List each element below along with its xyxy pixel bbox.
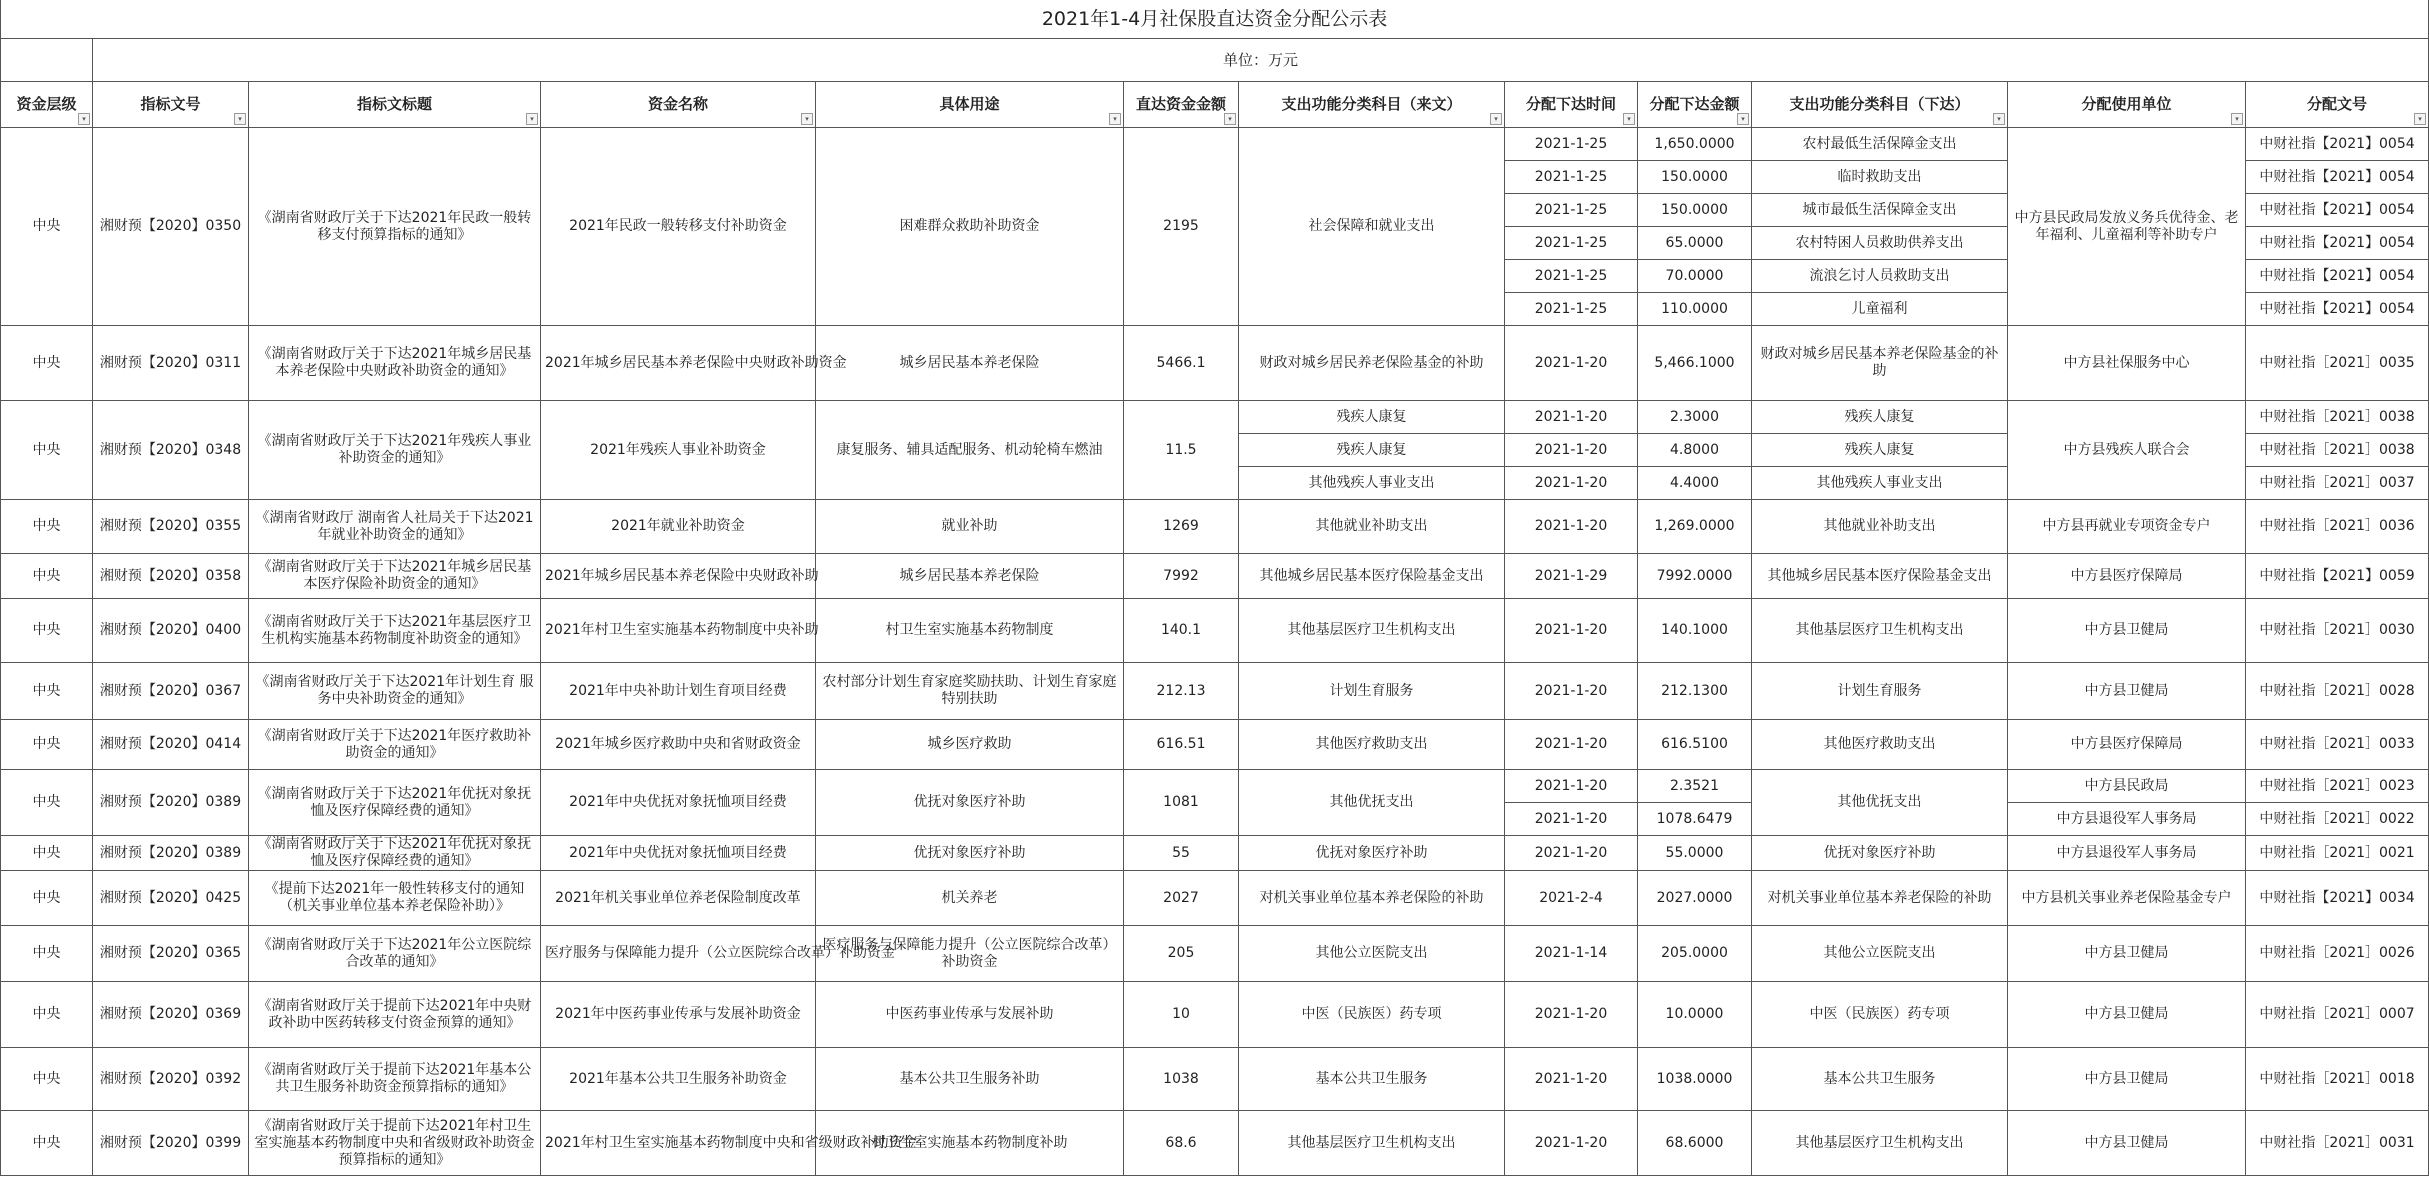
alloc-amount-cell: 616.5100 [1638,720,1752,770]
purpose-cell: 康复服务、辅具适配服务、机动轮椅车燃油 [816,401,1124,500]
func-category-out-cell: 其他就业补助支出 [1752,500,2008,554]
alloc-date-cell: 2021-1-20 [1505,663,1638,720]
purpose-cell: 农村部分计划生育家庭奖励扶助、计划生育家庭特别扶助 [816,663,1124,720]
fund-level-cell: 中央 [1,128,93,326]
alloc-date-cell: 2021-1-20 [1505,836,1638,871]
table-row [1,554,2429,599]
doc-no-cell: 湘财预【2020】0369 [93,982,249,1048]
using-unit-cell: 中方县医疗保障局 [2008,554,2246,599]
alloc-amount-cell: 2.3521 [1638,770,1752,803]
fund-level-cell: 中央 [1,599,93,663]
alloc-file-no-cell: 中财社指［2021］0030 [2246,599,2429,663]
alloc-date-cell: 2021-1-20 [1505,326,1638,401]
header-doc-title[interactable] [249,82,541,128]
direct-amount-cell: 11.5 [1124,401,1239,500]
doc-title-cell: 《湖南省财政厅关于下达2021年计划生育 服务中央补助资金的通知》 [249,663,541,720]
fund-level-cell: 中央 [1,982,93,1048]
func-category-in-cell: 其他医疗救助支出 [1239,720,1505,770]
alloc-date-cell: 2021-1-20 [1505,1111,1638,1176]
fund-level-cell: 中央 [1,1048,93,1111]
direct-amount-cell: 616.51 [1124,720,1239,770]
fund-level-cell: 中央 [1,1111,93,1176]
header-direct-amount[interactable] [1124,82,1239,128]
doc-title-cell: 《湖南省财政厅关于提前下达2021年中央财政补助中医药转移支付资金预算的通知》 [249,982,541,1048]
using-unit-cell: 中方县卫健局 [2008,1111,2246,1176]
alloc-file-no-cell: 中财社指【2021】0054 [2246,227,2429,260]
alloc-amount-cell: 205.0000 [1638,926,1752,982]
fund-level-cell: 中央 [1,401,93,500]
fund-level-cell: 中央 [1,926,93,982]
doc-no-cell: 湘财预【2020】0425 [93,871,249,926]
doc-no-cell: 湘财预【2020】0399 [93,1111,249,1176]
direct-amount-cell: 55 [1124,836,1239,871]
alloc-date-cell: 2021-1-20 [1505,599,1638,663]
table-row [1,1111,2429,1176]
using-unit-cell: 中方县退役军人事务局 [2008,803,2246,836]
alloc-date-cell: 2021-1-25 [1505,260,1638,293]
func-category-in-cell: 计划生育服务 [1239,663,1505,720]
alloc-file-no-cell: 中财社指［2021］0038 [2246,434,2429,467]
alloc-date-cell: 2021-1-20 [1505,720,1638,770]
doc-title-cell: 《湖南省财政厅关于提前下达2021年基本公共卫生服务补助资金预算指标的通知》 [249,1048,541,1111]
func-category-out-cell: 城市最低生活保障金支出 [1752,194,2008,227]
header-fund-level[interactable] [1,82,93,128]
using-unit-cell: 中方县卫健局 [2008,926,2246,982]
filter-dropdown-icon[interactable]: ▾ [1490,113,1502,125]
filter-dropdown-icon[interactable]: ▾ [1109,113,1121,125]
header-purpose[interactable] [816,82,1124,128]
alloc-file-no-cell: 中财社指［2021］0031 [2246,1111,2429,1176]
table-row [1,663,2429,720]
purpose-cell: 优抚对象医疗补助 [816,770,1124,836]
header-label: 资金层级 [16,95,77,113]
header-label: 指标文号 [140,95,201,113]
func-category-in-cell: 其他残疾人事业支出 [1239,467,1505,500]
alloc-date-cell: 2021-1-25 [1505,227,1638,260]
filter-dropdown-icon[interactable]: ▾ [2414,113,2426,125]
func-category-out-cell: 农村特困人员救助供养支出 [1752,227,2008,260]
alloc-amount-cell: 68.6000 [1638,1111,1752,1176]
alloc-amount-cell: 110.0000 [1638,293,1752,326]
purpose-cell: 基本公共卫生服务补助 [816,1048,1124,1111]
alloc-amount-cell: 5,466.1000 [1638,326,1752,401]
func-category-out-cell: 残疾人康复 [1752,434,2008,467]
fund-name-cell: 2021年城乡居民基本养老保险中央财政补助资金 [541,326,816,401]
fund-level-cell: 中央 [1,554,93,599]
doc-title-cell: 《湖南省财政厅关于下达2021年残疾人事业补助资金的通知》 [249,401,541,500]
using-unit-cell: 中方县卫健局 [2008,599,2246,663]
doc-title-cell: 《湖南省财政厅 湖南省人社局关于下达2021年就业补助资金的通知》 [249,500,541,554]
doc-no-cell: 湘财预【2020】0389 [93,770,249,836]
table-row [1,599,2429,663]
alloc-amount-cell: 70.0000 [1638,260,1752,293]
alloc-amount-cell: 1,650.0000 [1638,128,1752,161]
direct-amount-cell: 212.13 [1124,663,1239,720]
alloc-amount-cell: 7992.0000 [1638,554,1752,599]
using-unit-cell: 中方县退役军人事务局 [2008,836,2246,871]
using-unit-cell: 中方县社保服务中心 [2008,326,2246,401]
alloc-amount-cell: 55.0000 [1638,836,1752,871]
alloc-date-cell: 2021-1-20 [1505,467,1638,500]
alloc-file-no-cell: 中财社指［2021］0028 [2246,663,2429,720]
filter-dropdown-icon[interactable]: ▾ [2231,113,2243,125]
alloc-file-no-cell: 中财社指［2021］0035 [2246,326,2429,401]
alloc-amount-cell: 1038.0000 [1638,1048,1752,1111]
fund-level-cell: 中央 [1,871,93,926]
direct-amount-cell: 2195 [1124,128,1239,326]
fund-name-cell: 2021年机关事业单位养老保险制度改革 [541,871,816,926]
doc-title-cell: 《湖南省财政厅关于下达2021年民政一般转移支付预算指标的通知》 [249,128,541,326]
purpose-cell: 就业补助 [816,500,1124,554]
header-alloc-date[interactable] [1505,82,1638,128]
fund-level-cell: 中央 [1,500,93,554]
func-category-out-cell: 其他公立医院支出 [1752,926,2008,982]
corner-cell [1,39,93,82]
direct-amount-cell: 7992 [1124,554,1239,599]
purpose-cell: 城乡医疗救助 [816,720,1124,770]
header-func-category-out[interactable] [1752,82,2008,128]
fund-name-cell: 2021年村卫生室实施基本药物制度中央和省级财政补助资金 [541,1111,816,1176]
direct-amount-cell: 1038 [1124,1048,1239,1111]
fund-name-cell: 2021年就业补助资金 [541,500,816,554]
using-unit-cell: 中方县残疾人联合会 [2008,401,2246,500]
func-category-out-cell: 农村最低生活保障金支出 [1752,128,2008,161]
func-category-out-cell: 临时救助支出 [1752,161,2008,194]
unit-label: 单位：万元 [93,39,2429,82]
filter-dropdown-icon[interactable]: ▾ [78,113,90,125]
alloc-file-no-cell: 中财社指【2021】0054 [2246,161,2429,194]
func-category-out-cell: 计划生育服务 [1752,663,2008,720]
fund-name-cell: 2021年城乡医疗救助中央和省财政资金 [541,720,816,770]
alloc-date-cell: 2021-1-20 [1505,434,1638,467]
fund-name-cell: 医疗服务与保障能力提升（公立医院综合改革）补助资金 [541,926,816,982]
using-unit-cell: 中方县民政局 [2008,770,2246,803]
table-row [1,720,2429,770]
table-row [1,770,2429,803]
func-category-in-cell: 其他基层医疗卫生机构支出 [1239,1111,1505,1176]
func-category-out-cell: 其他残疾人事业支出 [1752,467,2008,500]
alloc-amount-cell: 65.0000 [1638,227,1752,260]
alloc-file-no-cell: 中财社指【2021】0034 [2246,871,2429,926]
header-label: 支出功能分类科目（来文） [1281,95,1462,113]
doc-title-cell: 《湖南省财政厅关于下达2021年基层医疗卫生机构实施基本药物制度补助资金的通知》 [249,599,541,663]
fund-name-cell: 2021年残疾人事业补助资金 [541,401,816,500]
direct-amount-cell: 205 [1124,926,1239,982]
fund-name-cell: 2021年中央补助计划生育项目经费 [541,663,816,720]
using-unit-cell: 中方县卫健局 [2008,1048,2246,1111]
alloc-date-cell: 2021-1-25 [1505,161,1638,194]
doc-no-cell: 湘财预【2020】0348 [93,401,249,500]
doc-title-cell: 《湖南省财政厅关于下达2021年优抚对象抚恤及医疗保障经费的通知》 [249,770,541,836]
fund-level-cell: 中央 [1,770,93,836]
alloc-date-cell: 2021-1-20 [1505,401,1638,434]
func-category-in-cell: 财政对城乡居民养老保险基金的补助 [1239,326,1505,401]
table-row [1,836,2429,871]
purpose-cell: 城乡居民基本养老保险 [816,326,1124,401]
using-unit-cell: 中方县卫健局 [2008,663,2246,720]
table-row [1,982,2429,1048]
func-category-in-cell: 残疾人康复 [1239,434,1505,467]
alloc-file-no-cell: 中财社指【2021】0054 [2246,128,2429,161]
alloc-amount-cell: 140.1000 [1638,599,1752,663]
fund-name-cell: 2021年村卫生室实施基本药物制度中央补助 [541,599,816,663]
func-category-in-cell: 残疾人康复 [1239,401,1505,434]
fund-level-cell: 中央 [1,326,93,401]
purpose-cell: 中医药事业传承与发展补助 [816,982,1124,1048]
direct-amount-cell: 1081 [1124,770,1239,836]
alloc-date-cell: 2021-1-25 [1505,128,1638,161]
func-category-in-cell: 中医（民族医）药专项 [1239,982,1505,1048]
header-label: 资金名称 [647,95,708,113]
alloc-file-no-cell: 中财社指［2021］0037 [2246,467,2429,500]
purpose-cell: 村卫生室实施基本药物制度补助 [816,1111,1124,1176]
purpose-cell: 村卫生室实施基本药物制度 [816,599,1124,663]
func-category-in-cell: 对机关事业单位基本养老保险的补助 [1239,871,1505,926]
alloc-date-cell: 2021-1-14 [1505,926,1638,982]
table-row [1,871,2429,926]
direct-amount-cell: 5466.1 [1124,326,1239,401]
direct-amount-cell: 140.1 [1124,599,1239,663]
alloc-amount-cell: 212.1300 [1638,663,1752,720]
doc-title-cell: 《湖南省财政厅关于下达2021年城乡居民基本医疗保险补助资金的通知》 [249,554,541,599]
func-category-out-cell: 其他优抚支出 [1752,770,2008,836]
header-label: 直达资金金额 [1135,95,1226,113]
table-row [1,926,2429,982]
fund-level-cell: 中央 [1,720,93,770]
func-category-in-cell: 优抚对象医疗补助 [1239,836,1505,871]
doc-title-cell: 《湖南省财政厅关于下达2021年公立医院综合改革的通知》 [249,926,541,982]
func-category-in-cell: 基本公共卫生服务 [1239,1048,1505,1111]
header-alloc-file-no[interactable] [2246,82,2429,128]
doc-no-cell: 湘财预【2020】0350 [93,128,249,326]
alloc-amount-cell: 2.3000 [1638,401,1752,434]
alloc-date-cell: 2021-1-20 [1505,1048,1638,1111]
doc-title-cell: 《提前下达2021年一般性转移支付的通知（机关事业单位基本养老保险补助）》 [249,871,541,926]
filter-dropdown-icon[interactable]: ▾ [1993,113,2005,125]
direct-amount-cell: 10 [1124,982,1239,1048]
alloc-date-cell: 2021-1-20 [1505,982,1638,1048]
alloc-amount-cell: 2027.0000 [1638,871,1752,926]
func-category-in-cell: 其他基层医疗卫生机构支出 [1239,599,1505,663]
fund-name-cell: 2021年中央优抚对象抚恤项目经费 [541,836,816,871]
header-alloc-amount[interactable] [1638,82,1752,128]
fund-level-cell: 中央 [1,663,93,720]
func-category-out-cell: 其他医疗救助支出 [1752,720,2008,770]
doc-no-cell: 湘财预【2020】0414 [93,720,249,770]
header-label: 指标文标题 [356,95,432,113]
alloc-date-cell: 2021-1-25 [1505,293,1638,326]
doc-no-cell: 湘财预【2020】0367 [93,663,249,720]
using-unit-cell: 中方县再就业专项资金专户 [2008,500,2246,554]
alloc-file-no-cell: 中财社指【2021】0054 [2246,194,2429,227]
purpose-cell: 机关养老 [816,871,1124,926]
alloc-file-no-cell: 中财社指［2021］0038 [2246,401,2429,434]
filter-dropdown-icon[interactable]: ▾ [234,113,246,125]
alloc-amount-cell: 10.0000 [1638,982,1752,1048]
func-category-out-cell: 财政对城乡居民基本养老保险基金的补助 [1752,326,2008,401]
alloc-file-no-cell: 中财社指［2021］0026 [2246,926,2429,982]
header-label: 支出功能分类科目（下达） [1789,95,1970,113]
alloc-date-cell: 2021-1-25 [1505,194,1638,227]
header-label: 具体用途 [939,95,1000,113]
filter-dropdown-icon[interactable]: ▾ [526,113,538,125]
header-row [1,82,2429,128]
table-row [1,500,2429,554]
alloc-file-no-cell: 中财社指［2021］0007 [2246,982,2429,1048]
func-category-out-cell: 优抚对象医疗补助 [1752,836,2008,871]
filter-dropdown-icon[interactable]: ▾ [1737,113,1749,125]
using-unit-cell: 中方县机关事业养老保险基金专户 [2008,871,2246,926]
header-func-category-in[interactable] [1239,82,1505,128]
alloc-amount-cell: 1078.6479 [1638,803,1752,836]
header-using-unit[interactable] [2008,82,2246,128]
filter-dropdown-icon[interactable]: ▾ [801,113,813,125]
alloc-date-cell: 2021-2-4 [1505,871,1638,926]
purpose-cell: 优抚对象医疗补助 [816,836,1124,871]
doc-title-cell: 《湖南省财政厅关于下达2021年优抚对象抚恤及医疗保障经费的通知》 [249,836,541,871]
header-label: 分配使用单位 [2081,95,2172,113]
doc-title-cell: 《湖南省财政厅关于下达2021年城乡居民基本养老保险中央财政补助资金的通知》 [249,326,541,401]
func-category-out-cell: 其他基层医疗卫生机构支出 [1752,1111,2008,1176]
using-unit-cell: 中方县民政局发放义务兵优待金、老年福利、儿童福利等补助专户 [2008,128,2246,326]
func-category-out-cell: 其他城乡居民基本医疗保险基金支出 [1752,554,2008,599]
alloc-file-no-cell: 中财社指［2021］0033 [2246,720,2429,770]
func-category-out-cell: 儿童福利 [1752,293,2008,326]
header-label: 分配下达金额 [1649,95,1740,113]
alloc-file-no-cell: 中财社指［2021］0018 [2246,1048,2429,1111]
alloc-date-cell: 2021-1-20 [1505,500,1638,554]
doc-no-cell: 湘财预【2020】0392 [93,1048,249,1111]
fund-name-cell: 2021年基本公共卫生服务补助资金 [541,1048,816,1111]
alloc-date-cell: 2021-1-20 [1505,803,1638,836]
func-category-in-cell: 其他公立医院支出 [1239,926,1505,982]
header-fund-name[interactable] [541,82,816,128]
func-category-out-cell: 中医（民族医）药专项 [1752,982,2008,1048]
alloc-amount-cell: 150.0000 [1638,194,1752,227]
direct-amount-cell: 1269 [1124,500,1239,554]
alloc-file-no-cell: 中财社指【2021】0054 [2246,260,2429,293]
table-row [1,326,2429,401]
doc-title-cell: 《湖南省财政厅关于下达2021年医疗救助补助资金的通知》 [249,720,541,770]
filter-dropdown-icon[interactable]: ▾ [1224,113,1236,125]
alloc-file-no-cell: 中财社指【2021】0054 [2246,293,2429,326]
fund-name-cell: 2021年中医药事业传承与发展补助资金 [541,982,816,1048]
table-title: 2021年1-4月社保股直达资金分配公示表 [1,0,2429,39]
doc-no-cell: 湘财预【2020】0355 [93,500,249,554]
func-category-out-cell: 对机关事业单位基本养老保险的补助 [1752,871,2008,926]
using-unit-cell: 中方县卫健局 [2008,982,2246,1048]
fund-name-cell: 2021年中央优抚对象抚恤项目经费 [541,770,816,836]
alloc-file-no-cell: 中财社指［2021］0022 [2246,803,2429,836]
func-category-in-cell: 社会保障和就业支出 [1239,128,1505,326]
alloc-amount-cell: 4.8000 [1638,434,1752,467]
alloc-amount-cell: 150.0000 [1638,161,1752,194]
alloc-file-no-cell: 中财社指［2021］0021 [2246,836,2429,871]
doc-no-cell: 湘财预【2020】0400 [93,599,249,663]
func-category-out-cell: 流浪乞讨人员救助支出 [1752,260,2008,293]
direct-amount-cell: 2027 [1124,871,1239,926]
alloc-amount-cell: 4.4000 [1638,467,1752,500]
header-doc-no[interactable] [93,82,249,128]
func-category-out-cell: 其他基层医疗卫生机构支出 [1752,599,2008,663]
doc-title-cell: 《湖南省财政厅关于提前下达2021年村卫生室实施基本药物制度中央和省级财政补助资金预算指标的通知》 [249,1111,541,1176]
header-label: 分配文号 [2307,95,2368,113]
table-row [1,1048,2429,1111]
fund-name-cell: 2021年民政一般转移支付补助资金 [541,128,816,326]
purpose-cell: 医疗服务与保障能力提升（公立医院综合改革）补助资金 [816,926,1124,982]
table-row [1,128,2429,161]
fund-level-cell: 中央 [1,836,93,871]
purpose-cell: 困难群众救助补助资金 [816,128,1124,326]
func-category-in-cell: 其他城乡居民基本医疗保险基金支出 [1239,554,1505,599]
table-row [1,401,2429,434]
alloc-file-no-cell: 中财社指【2021】0059 [2246,554,2429,599]
purpose-cell: 城乡居民基本养老保险 [816,554,1124,599]
fund-name-cell: 2021年城乡居民基本养老保险中央财政补助 [541,554,816,599]
filter-dropdown-icon[interactable]: ▾ [1623,113,1635,125]
doc-no-cell: 湘财预【2020】0365 [93,926,249,982]
func-category-in-cell: 其他就业补助支出 [1239,500,1505,554]
func-category-out-cell: 残疾人康复 [1752,401,2008,434]
alloc-date-cell: 2021-1-29 [1505,554,1638,599]
func-category-in-cell: 其他优抚支出 [1239,770,1505,836]
doc-no-cell: 湘财预【2020】0358 [93,554,249,599]
header-label: 分配下达时间 [1525,95,1616,113]
doc-no-cell: 湘财预【2020】0389 [93,836,249,871]
using-unit-cell: 中方县医疗保障局 [2008,720,2246,770]
doc-no-cell: 湘财预【2020】0311 [93,326,249,401]
direct-amount-cell: 68.6 [1124,1111,1239,1176]
alloc-amount-cell: 1,269.0000 [1638,500,1752,554]
alloc-file-no-cell: 中财社指［2021］0023 [2246,770,2429,803]
alloc-date-cell: 2021-1-20 [1505,770,1638,803]
func-category-out-cell: 基本公共卫生服务 [1752,1048,2008,1111]
alloc-file-no-cell: 中财社指［2021］0036 [2246,500,2429,554]
